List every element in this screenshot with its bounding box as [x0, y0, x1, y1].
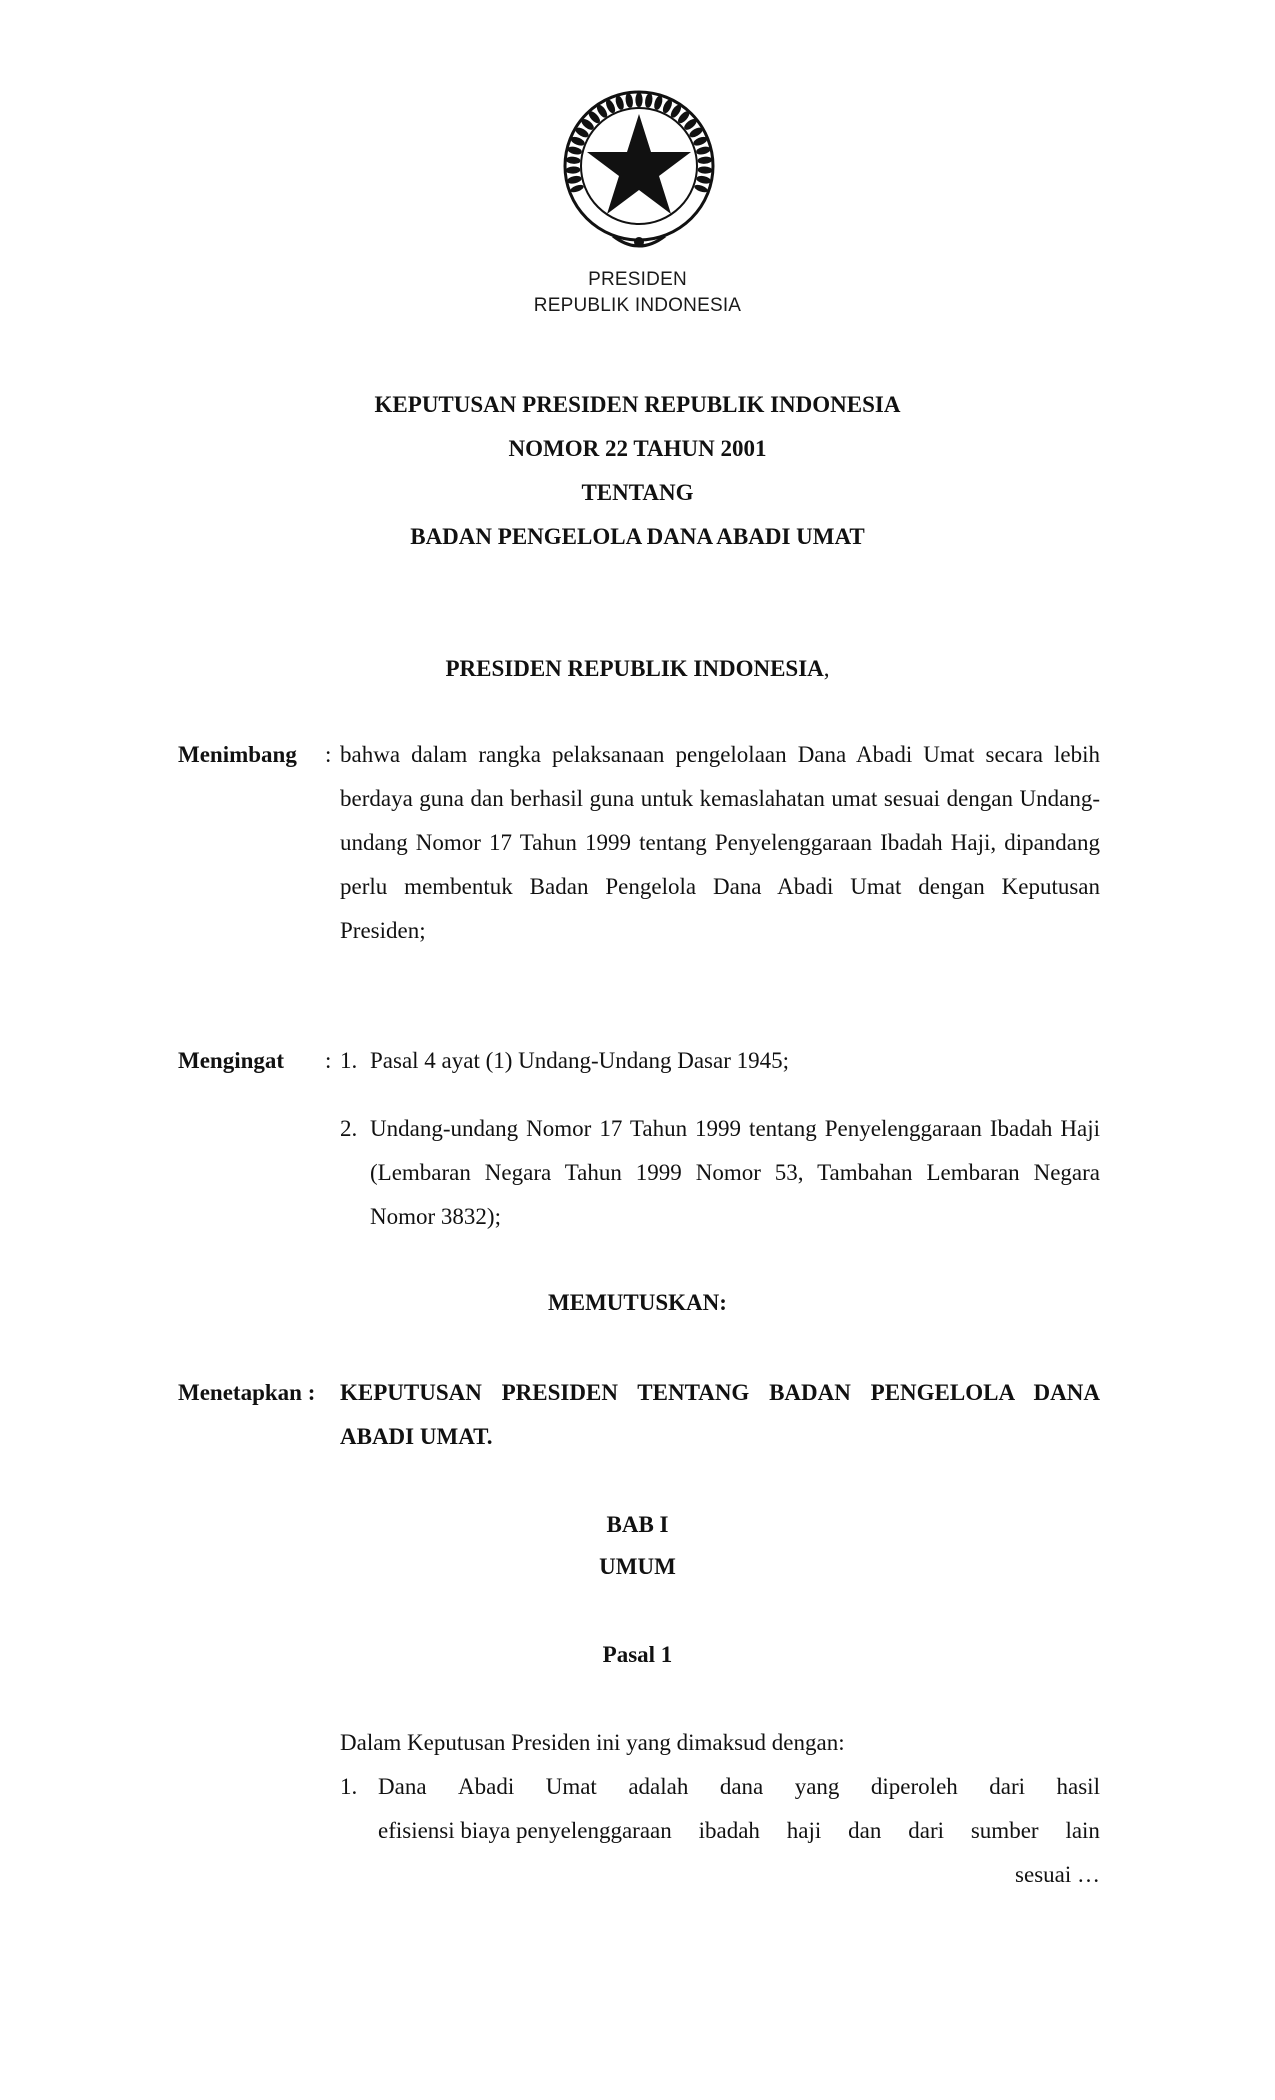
mengingat-colon: :	[325, 1048, 332, 1073]
menetapkan-label: Menetapkan :	[178, 1380, 316, 1405]
pasal-word: efisiensi biaya penyelenggaraan	[378, 1818, 672, 1843]
pasal-word: yang	[794, 1774, 840, 1799]
menimbang-label: Menimbang	[178, 742, 297, 767]
pasal-word: dan	[848, 1818, 882, 1843]
presidential-emblem	[558, 86, 720, 254]
pasal-word: ibadah	[698, 1818, 760, 1843]
bab-number: BAB I	[606, 1512, 669, 1537]
issuer-text: PRESIDEN REPUBLIK INDONESIA	[445, 656, 824, 681]
pasal-intro: Dalam Keputusan Presiden ini yang dimaksud dengan:	[340, 1730, 845, 1755]
memutuskan-heading: MEMUTUSKAN:	[548, 1290, 727, 1315]
pasal-word: diperoleh	[870, 1774, 958, 1799]
pasal-word: sumber	[970, 1818, 1039, 1843]
mengingat-item-text: Undang-undang Nomor 17 Tahun 1999 tentang Penyelenggaraan Ibadah Haji (Lembaran Negara Tahun 1999 Nomor 53, Tambahan Lembaran Negara Nomor 3832);	[370, 1116, 1100, 1229]
menimbang-text: bahwa dalam rangka pelaksanaan pengelolaan Dana Abadi Umat secara lebih berdaya guna dan berhasil guna untuk kemaslahatan umat sesuai dengan Undang-undang Nomor 17 Tahun 1999 tentang Penyelenggaraan Ibadah Haji, dipandang perlu membentuk Badan Pengelola Dana Abadi Umat dengan Keputusan Presiden;	[340, 742, 1100, 943]
pasal-word: hasil	[1056, 1774, 1100, 1799]
pasal-word: Abadi	[458, 1774, 515, 1799]
title-line-2: NOMOR 22 TAHUN 2001	[508, 436, 767, 461]
pasal-word: Dana	[378, 1774, 427, 1799]
pasal-word: lain	[1065, 1818, 1100, 1843]
title-line-1: KEPUTUSAN PRESIDEN REPUBLIK INDONESIA	[374, 392, 901, 417]
mengingat-item-text: Pasal 4 ayat (1) Undang-Undang Dasar 1945;	[370, 1048, 789, 1073]
menetapkan-text: KEPUTUSAN PRESIDEN TENTANG BADAN PENGELOLA DANA ABADI UMAT.	[340, 1380, 1100, 1449]
mengingat-label: Mengingat	[178, 1048, 285, 1073]
star-wreath-emblem-icon	[558, 86, 720, 254]
pasal-item-line-2	[378, 1816, 1100, 1846]
wreath-leaf	[693, 183, 708, 193]
pasal-word: adalah	[628, 1774, 689, 1799]
wreath-leaf	[569, 183, 584, 193]
mengingat-item-num: 2.	[340, 1116, 358, 1141]
issuer-heading	[0, 654, 1275, 684]
pasal-word: dari	[989, 1774, 1026, 1799]
issuer-comma: ,	[823, 656, 830, 681]
pasal-word: dari	[908, 1818, 944, 1843]
page-continuation: sesuai …	[1015, 1862, 1100, 1887]
pasal-word: Umat	[545, 1774, 597, 1799]
pasal-item-line-1	[378, 1772, 1100, 1802]
mengingat-item-num: 1.	[340, 1048, 358, 1073]
pasal-item-num: 1.	[340, 1774, 358, 1799]
bab-title: UMUM	[599, 1554, 676, 1579]
title-line-4: BADAN PENGELOLA DANA ABADI UMAT	[410, 524, 865, 549]
institution-line-2: REPUBLIK INDONESIA	[533, 295, 742, 316]
institution-line-1: PRESIDEN	[588, 269, 687, 290]
menimbang-colon: :	[325, 742, 332, 767]
pasal-title: Pasal 1	[602, 1642, 673, 1667]
title-line-3: TENTANG	[581, 480, 694, 505]
pasal-word: dana	[719, 1774, 764, 1799]
pasal-word: haji	[786, 1818, 822, 1843]
